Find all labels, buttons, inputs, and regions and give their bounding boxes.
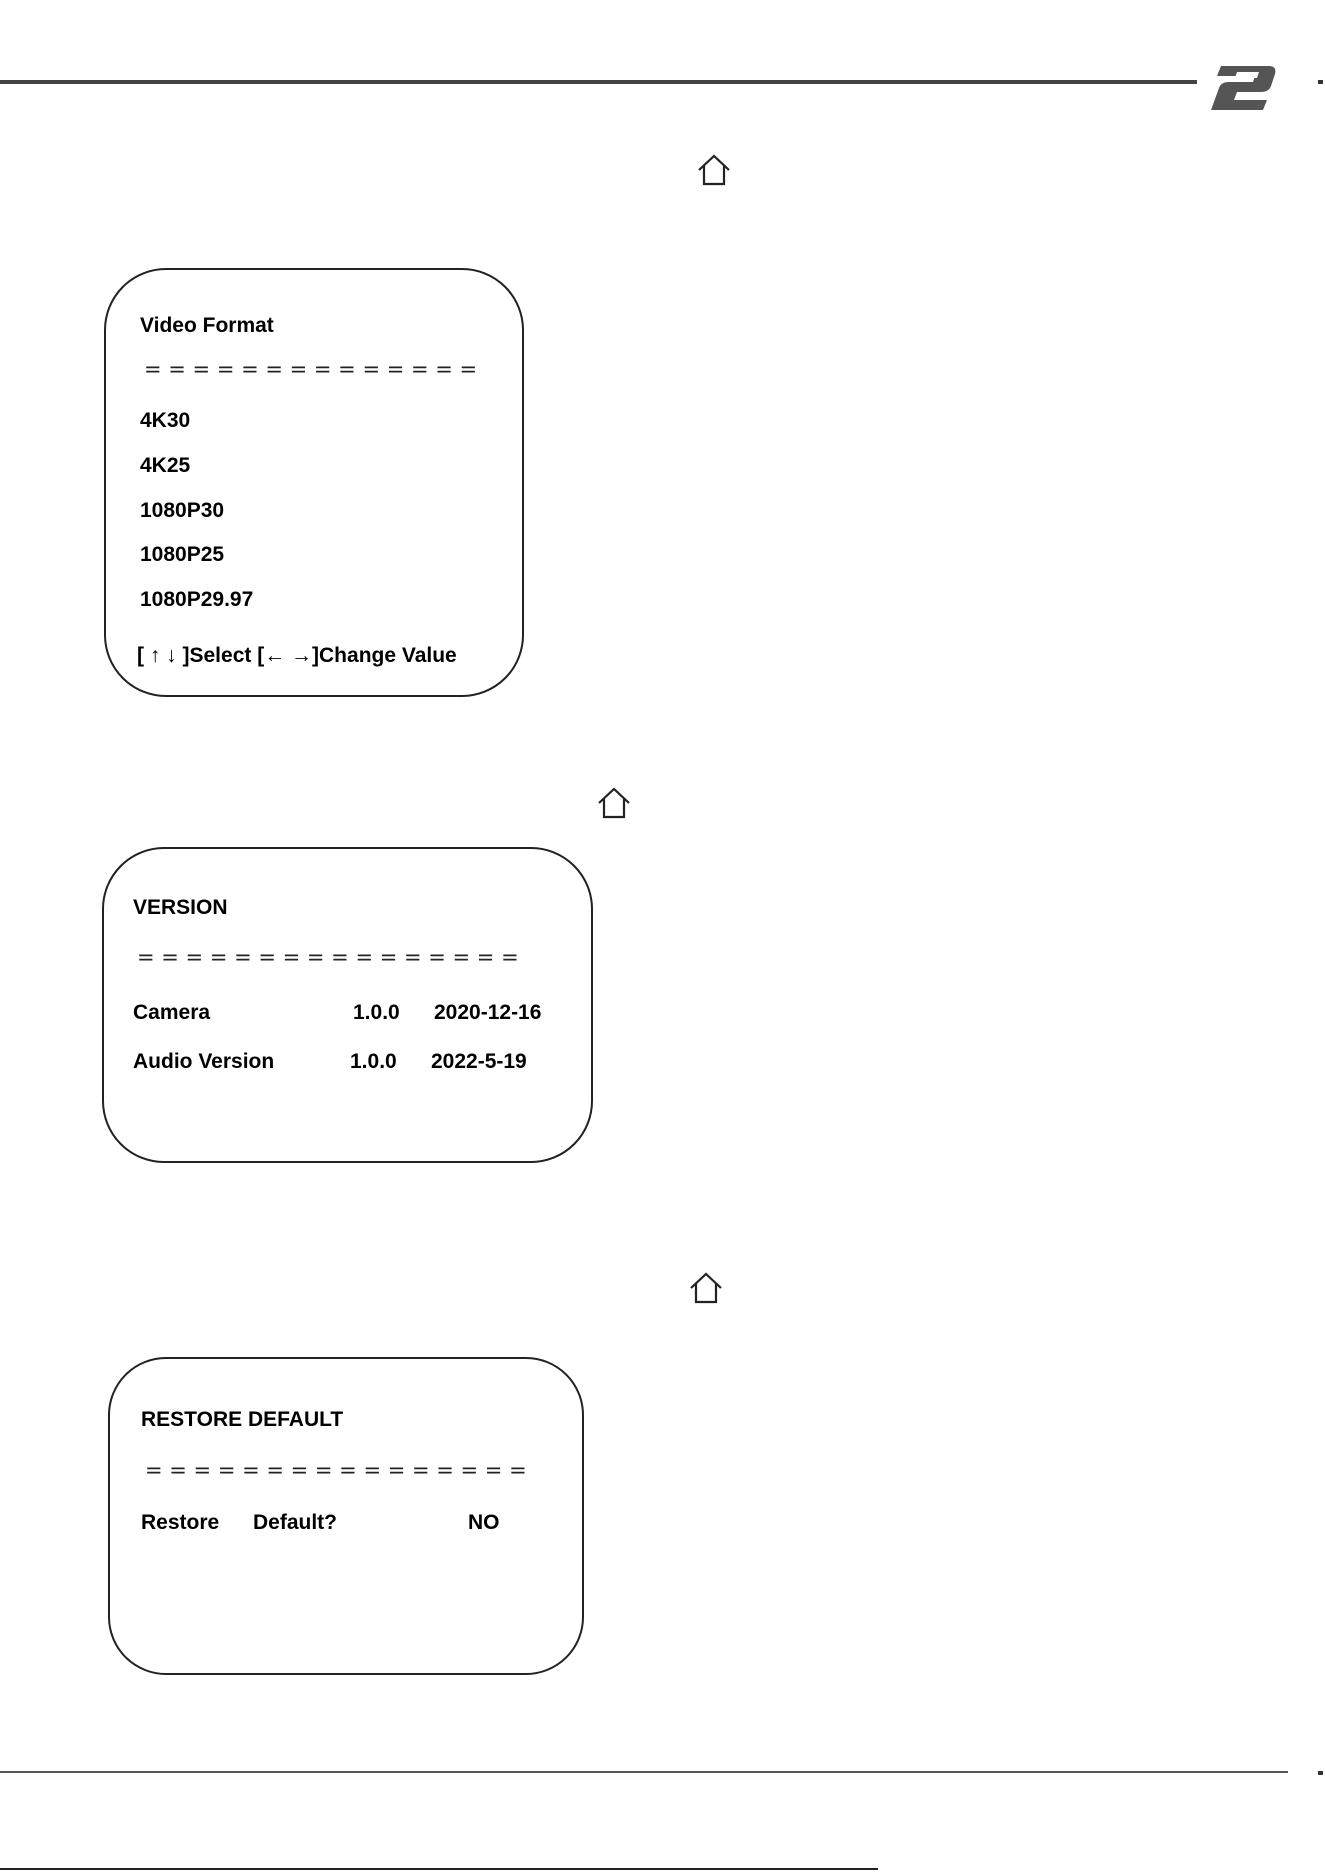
video-format-separator: = = = = = = = = = = = = = = bbox=[144, 357, 478, 381]
header-edge-mark bbox=[1318, 80, 1323, 84]
version-row-date: 2020-12-16 bbox=[434, 1001, 542, 1024]
brand-logo-icon bbox=[1207, 62, 1277, 114]
version-row-label: Camera bbox=[133, 1001, 211, 1024]
version-row-label: Audio Version bbox=[133, 1050, 275, 1073]
home-icon bbox=[596, 786, 632, 820]
video-format-option: 1080P30 bbox=[140, 499, 225, 522]
version-title: VERSION bbox=[133, 896, 228, 919]
restore-default-title: RESTORE DEFAULT bbox=[141, 1408, 344, 1431]
video-format-title: Video Format bbox=[140, 314, 274, 337]
video-format-hint: [ ↑ ↓ ]Select [← →]Change Value bbox=[137, 644, 457, 667]
video-format-option: 1080P29.97 bbox=[140, 588, 254, 611]
footer-rule bbox=[0, 1771, 1288, 1773]
video-format-option: 4K30 bbox=[140, 409, 191, 432]
restore-default-label: Default? bbox=[253, 1511, 337, 1534]
footer-edge-mark bbox=[1318, 1771, 1323, 1775]
version-row-version: 1.0.0 bbox=[353, 1001, 400, 1024]
header-rule bbox=[0, 80, 1197, 84]
home-icon bbox=[696, 153, 732, 187]
home-icon bbox=[688, 1271, 724, 1305]
restore-default-label: Restore bbox=[141, 1511, 220, 1534]
restore-default-separator: = = = = = = = = = = = = = = = = bbox=[145, 1458, 527, 1482]
video-format-option: 1080P25 bbox=[140, 543, 225, 566]
video-format-option: 4K25 bbox=[140, 454, 191, 477]
restore-default-value: NO bbox=[468, 1511, 500, 1534]
version-separator: = = = = = = = = = = = = = = = = bbox=[137, 945, 519, 969]
version-row-date: 2022-5-19 bbox=[431, 1050, 527, 1073]
footer-bottom-rule bbox=[0, 1868, 878, 1870]
version-row-version: 1.0.0 bbox=[350, 1050, 397, 1073]
